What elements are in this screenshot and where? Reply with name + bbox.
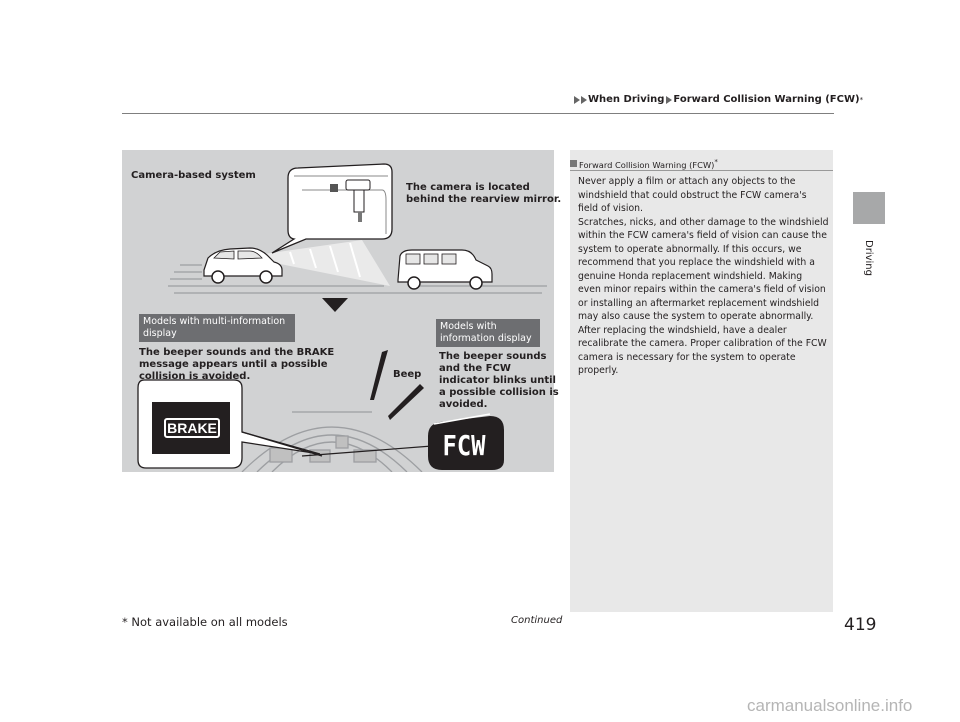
breadcrumb-arrow-icon [581,96,587,104]
badge-text: display [143,328,177,339]
vehicle-ahead [398,250,492,289]
header-rule [122,113,834,114]
fcw-text: The beeper sounds [439,351,547,362]
breadcrumb [574,94,863,105]
camera-note-line: behind the rearview mirror. [406,194,562,205]
fcw-description [439,351,559,411]
beep-lines [370,350,424,420]
badge-multi-information-display [139,314,295,342]
notes-line: may also cause the system to operate abnormally. [578,311,814,322]
badge-text: Models with multi-information [143,316,286,327]
fcw-text: and the [439,363,486,374]
page-number: 419 [844,615,877,635]
notes-line: within the FCW camera's field of vision can cause the [578,230,827,241]
notes-line: even minor repairs within the camera's field of vision [578,284,826,295]
camera-callout [272,164,392,253]
notes-body [578,175,828,378]
camera-note-line: The camera is located [406,182,530,193]
notes-rule [570,170,833,171]
brake-description [139,347,334,383]
notes-line: camera is necessary for the system to operate [578,351,796,363]
breadcrumb-arrow-icon [574,96,580,104]
notes-line: system to operate abnormally. If this occurs, we [578,243,802,255]
availability-footnote: * Not available on all models [122,615,288,629]
brake-text: collision is avoided. [139,371,251,382]
fcw-text: indicator blinks until [439,375,556,386]
notes-line: Scratches, nicks, and other damage to the windshield [578,216,829,228]
system-label: Camera-based system [131,170,256,181]
fcw-text: avoided. [439,399,488,410]
notes-line: After replacing the windshield, have a dealer [578,324,787,336]
brake-keyword: BRAKE [296,347,335,358]
fcw-illustration [122,150,562,472]
beep-label: Beep [393,369,422,380]
notes-line: properly. [578,365,619,376]
notes-title [570,158,718,170]
badge-information-display [436,319,540,347]
fcw-display-text: FCW [442,429,486,462]
brake-text: message appears until a possible [139,359,328,370]
asterisk-mark: * [714,158,718,166]
notes-line: Never apply a film or attach any objects to the [578,176,796,187]
breadcrumb-item-when-driving[interactable]: When Driving [588,94,665,105]
notes-line: recommend that you replace the windshield with a [578,257,815,268]
brake-display-text: BRAKE [164,418,220,438]
fcw-text: a possible collision is [439,387,559,398]
notes-line: or installing an aftermarket replacement windshield [578,297,820,309]
breadcrumb-arrow-icon [666,96,672,104]
notes-line: windshield that could obstruct the FCW camera's [578,189,807,201]
notes-line: field of vision. [578,203,643,214]
breadcrumb-item-fcw[interactable]: Forward Collision Warning (FCW) [673,94,860,105]
chapter-tab-marker[interactable] [853,192,885,224]
watermark: carmanualsonline.info [747,696,913,715]
badge-text: Models with [440,321,497,332]
continued-label: Continued [511,615,563,626]
note-bullet-icon [570,160,577,167]
chapter-tab-label [852,235,886,305]
brake-text: The beeper sounds and the [139,347,297,358]
down-arrow-icon [322,298,348,312]
notes-line: recalibrate the camera. Proper calibration of the FCW [578,338,827,349]
fcw-keyword: FCW [485,363,511,374]
notes-title-text: Forward Collision Warning (FCW) [579,159,715,170]
asterisk-mark: * [859,95,864,104]
notes-line: genuine Honda replacement windshield. Making [578,270,803,282]
badge-text: information display [440,333,532,344]
chapter-tab-text: Driving [863,240,874,276]
